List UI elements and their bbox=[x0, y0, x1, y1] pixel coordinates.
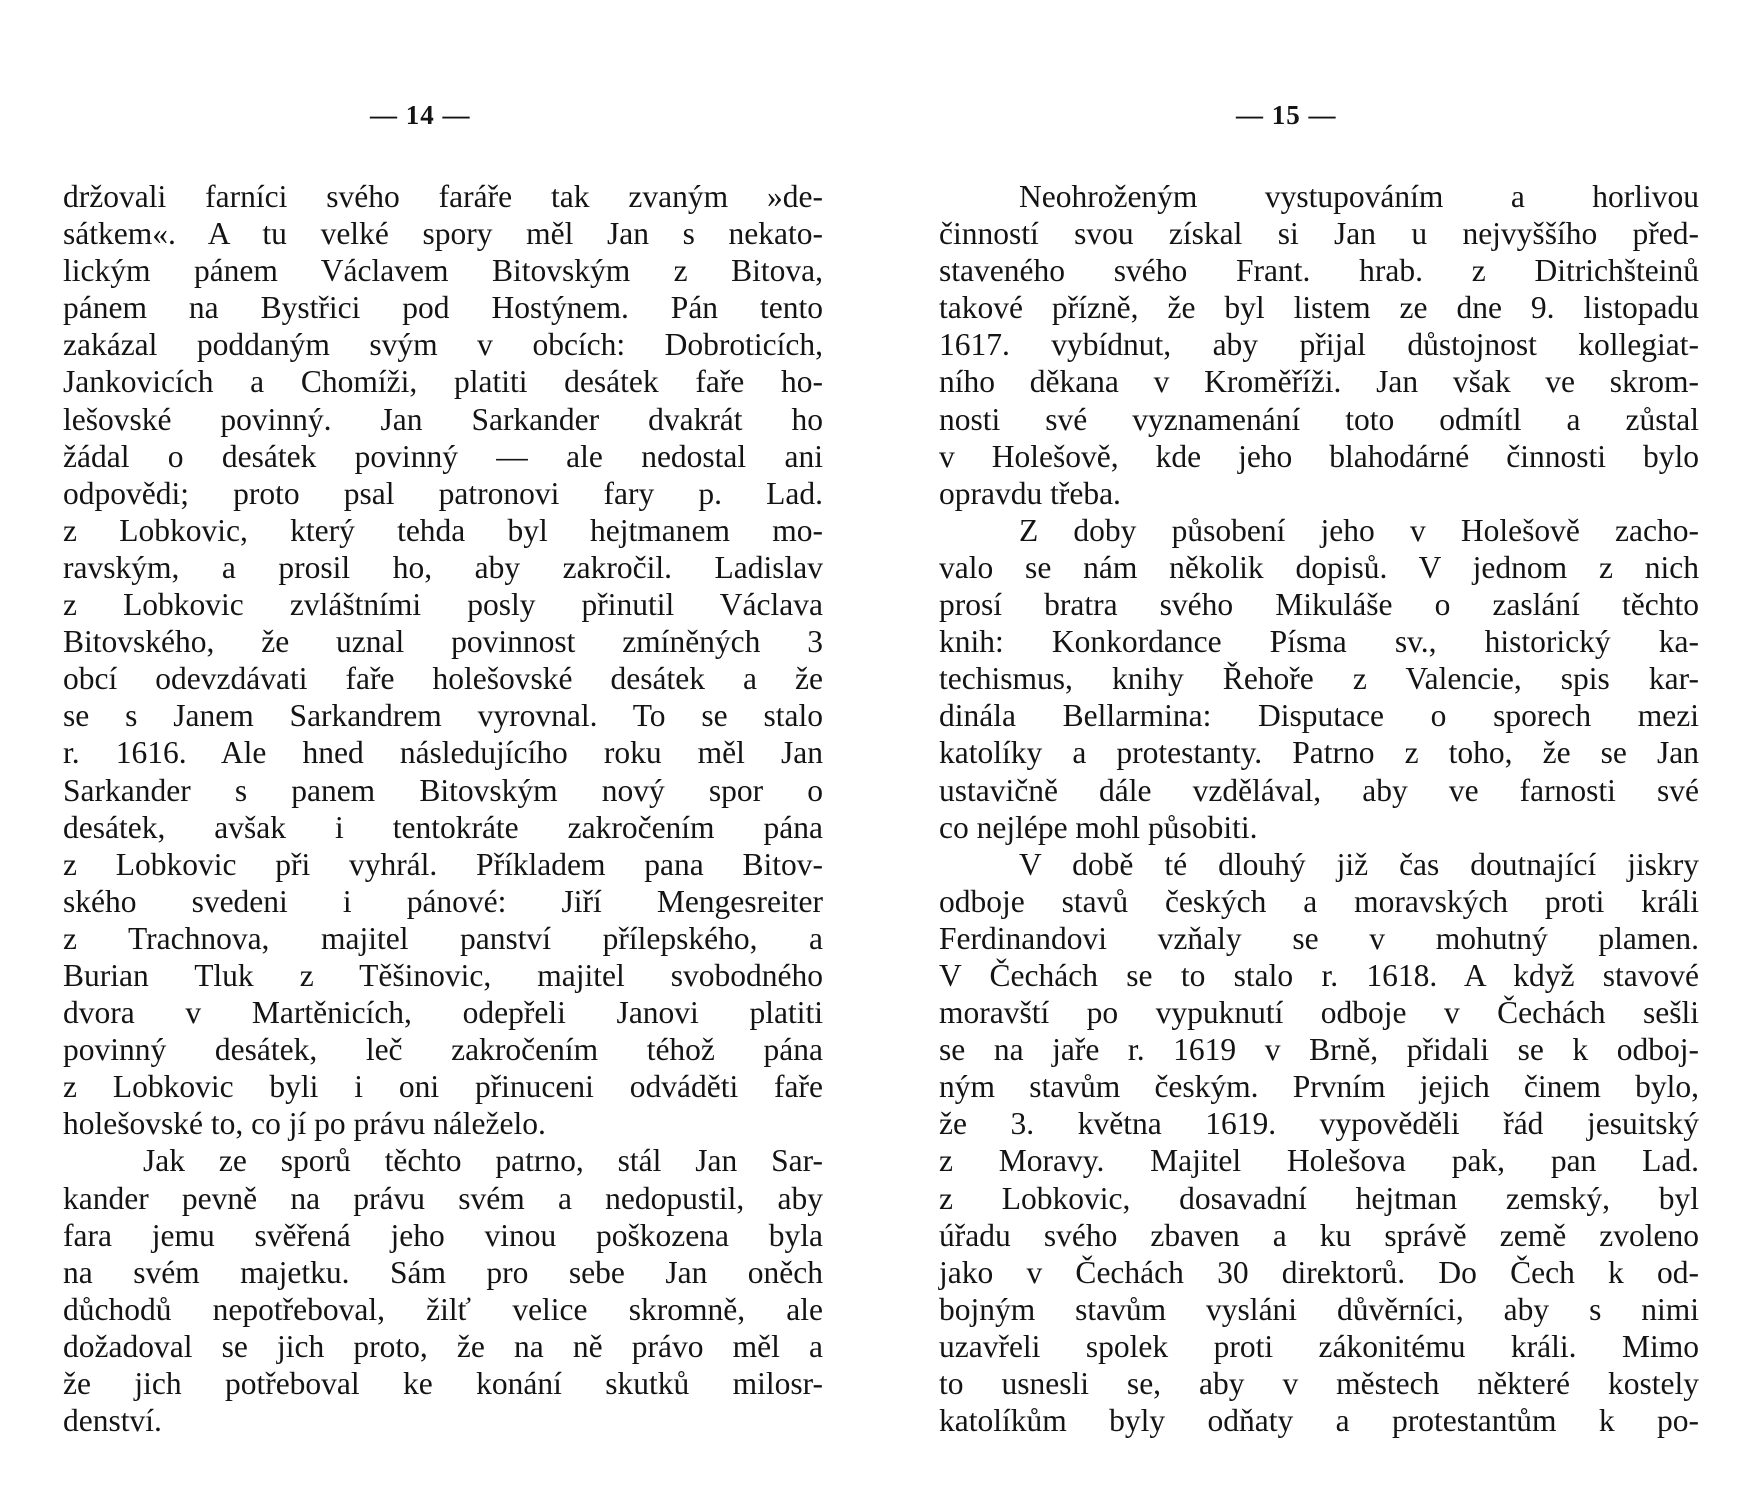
text-column bbox=[63, 178, 823, 1439]
text-line: Burian Tluk z Těšinovic, majitel svobodného bbox=[63, 957, 823, 993]
text-line: Jankovicích a Chomíži, platiti desátek faře ho- bbox=[63, 364, 823, 400]
text-line: dožadoval se jich proto, že na ně právo měl a bbox=[63, 1328, 823, 1364]
text-line: ným stavům českým. Prvním jejich činem bylo, bbox=[939, 1069, 1699, 1105]
text-line: r. 1616. Ale hned následujícího roku měl Jan bbox=[63, 735, 823, 771]
text-line: dinála Bellarmina: Disputace o sporech mezi bbox=[939, 698, 1699, 734]
text-line: obcí odevzdávati faře holešovské desátek a že bbox=[63, 661, 823, 697]
text-line: katolíkům byly odňaty a protestantům k po- bbox=[939, 1403, 1699, 1439]
text-line: že jich potřeboval ke konání skutků milosr- bbox=[63, 1366, 823, 1401]
text-line: V době té dlouhý již čas doutnající jiskry bbox=[1019, 846, 1699, 882]
text-line: co nejlépe mohl působiti. bbox=[939, 809, 1258, 845]
text-line: katolíky a protestanty. Patrno z toho, že se Jan bbox=[939, 735, 1699, 771]
text-line: fara jemu svěřená jeho vinou poškozena byla bbox=[63, 1217, 823, 1253]
text-line: se na jaře r. 1619 v Brně, přidali se k odboj- bbox=[939, 1032, 1699, 1068]
text-line: to usnesli se, aby v městech některé kostely bbox=[939, 1366, 1699, 1401]
text-line: lešovské povinný. Jan Sarkander dvakrát ho bbox=[63, 401, 823, 437]
text-line: žádal o desátek povinný — ale nedostal ani bbox=[63, 438, 823, 474]
text-line: opravdu třeba. bbox=[939, 475, 1121, 511]
text-line: V Čechách se to stalo r. 1618. A když stavové bbox=[939, 957, 1699, 993]
text-line: sátkem«. A tu velké spory měl Jan s nekato- bbox=[63, 216, 823, 252]
text-line: denství. bbox=[63, 1403, 162, 1439]
text-line: dvora v Martěnicích, odepřeli Janovi platiti bbox=[63, 995, 823, 1031]
text-line: Z doby působení jeho v Holešově zacho- bbox=[1019, 512, 1699, 548]
text-line: Sarkander s panem Bitovským nový spor o bbox=[63, 772, 823, 808]
text-line: techismus, knihy Řehoře z Valencie, spis kar- bbox=[939, 661, 1699, 697]
text-line: knih: Konkordance Písma sv., historický ka- bbox=[939, 624, 1699, 660]
text-line: bojným stavům vysláni důvěrníci, aby s nimi bbox=[939, 1291, 1699, 1327]
text-line: úřadu svého zbaven a ku správě země zvoleno bbox=[939, 1217, 1699, 1253]
text-line: odboje stavů českých a moravských proti králi bbox=[939, 883, 1699, 919]
text-line: lickým pánem Václavem Bitovským z Bitova, bbox=[63, 253, 823, 289]
text-column bbox=[939, 178, 1699, 1439]
text-line: z Moravy. Majitel Holešova pak, pan Lad. bbox=[939, 1143, 1699, 1179]
text-line: z Lobkovic, který tehda byl hejtmanem mo- bbox=[63, 512, 823, 548]
text-line: valo se nám několik dopisů. V jednom z nich bbox=[939, 549, 1699, 585]
text-line: Bitovského, že uznal povinnost zmíněných 3 bbox=[63, 624, 823, 660]
page-number: — 15 — bbox=[1236, 100, 1337, 130]
text-line: holešovské to, co jí po právu náleželo. bbox=[63, 1106, 546, 1142]
text-line: zakázal poddaným svým v obcích: Dobroticích, bbox=[63, 327, 823, 363]
text-line: Neohroženým vystupováním a horlivou bbox=[1019, 179, 1699, 214]
text-line: že 3. května 1619. vypověděli řád jesuitský bbox=[939, 1106, 1699, 1142]
text-line: z Lobkovic zvláštními posly přinutil Václava bbox=[63, 587, 823, 623]
text-line: ustavičně dále vzdělával, aby ve farnosti své bbox=[939, 772, 1699, 808]
text-line: ského svedeni i pánové: Jiří Mengesreiter bbox=[63, 883, 823, 919]
text-line: z Lobkovic při vyhrál. Příkladem pana Bitov- bbox=[63, 846, 823, 882]
text-line: kander pevně na právu svém a nedopustil, aby bbox=[63, 1180, 823, 1216]
text-line: činností svou získal si Jan u nejvyššího před- bbox=[939, 216, 1699, 252]
text-line: z Trachnova, majitel panství přílepského, a bbox=[63, 920, 823, 956]
text-line: z Lobkovic byli i oni přinuceni odváděti faře bbox=[63, 1069, 823, 1105]
text-line: pánem na Bystřici pod Hostýnem. Pán tento bbox=[63, 290, 823, 326]
text-line: Jak ze sporů těchto patrno, stál Jan Sar- bbox=[143, 1143, 823, 1179]
text-line: z Lobkovic, dosavadní hejtman zemský, byl bbox=[939, 1180, 1699, 1216]
text-line: povinný desátek, leč zakročením téhož pána bbox=[63, 1032, 823, 1068]
text-line: uzavřeli spolek proti zákonitému králi. Mimo bbox=[939, 1328, 1699, 1364]
text-line: Ferdinandovi vzňaly se v mohutný plamen. bbox=[939, 920, 1699, 956]
text-line: odpovědi; proto psal patronovi fary p. Lad. bbox=[63, 475, 823, 511]
text-line: držovali farníci svého faráře tak zvaným »de- bbox=[63, 179, 823, 214]
text-line: desátek, avšak i tentokráte zakročením pána bbox=[63, 809, 823, 845]
text-line: takové přízně, že byl listem ze dne 9. listopadu bbox=[939, 290, 1699, 326]
text-line: v Holešově, kde jeho blahodárné činnosti bylo bbox=[939, 438, 1699, 474]
text-line: ního děkana v Kroměříži. Jan však ve skrom- bbox=[939, 364, 1699, 400]
text-line: ravským, a prosil ho, aby zakročil. Ladislav bbox=[63, 549, 823, 585]
text-line: důchodů nepotřeboval, žilť velice skromně, ale bbox=[63, 1291, 823, 1327]
text-line: 1617. vybídnut, aby přijal důstojnost kollegiat- bbox=[939, 327, 1699, 363]
text-line: nosti své vyznamenání toto odmítl a zůstal bbox=[939, 401, 1699, 437]
page-number: — 14 — bbox=[370, 100, 471, 130]
text-line: staveného svého Frant. hrab. z Ditrichšteinů bbox=[939, 253, 1699, 289]
text-line: jako v Čechách 30 direktorů. Do Čech k od- bbox=[939, 1254, 1699, 1290]
text-line: na svém majetku. Sám pro sebe Jan oněch bbox=[63, 1254, 823, 1290]
right-page bbox=[879, 0, 1758, 1500]
text-line: moravští po vypuknutí odboje v Čechách sešli bbox=[939, 995, 1699, 1031]
text-line: se s Janem Sarkandrem vyrovnal. To se stalo bbox=[63, 698, 823, 734]
text-line: prosí bratra svého Mikuláše o zaslání těchto bbox=[939, 587, 1699, 623]
